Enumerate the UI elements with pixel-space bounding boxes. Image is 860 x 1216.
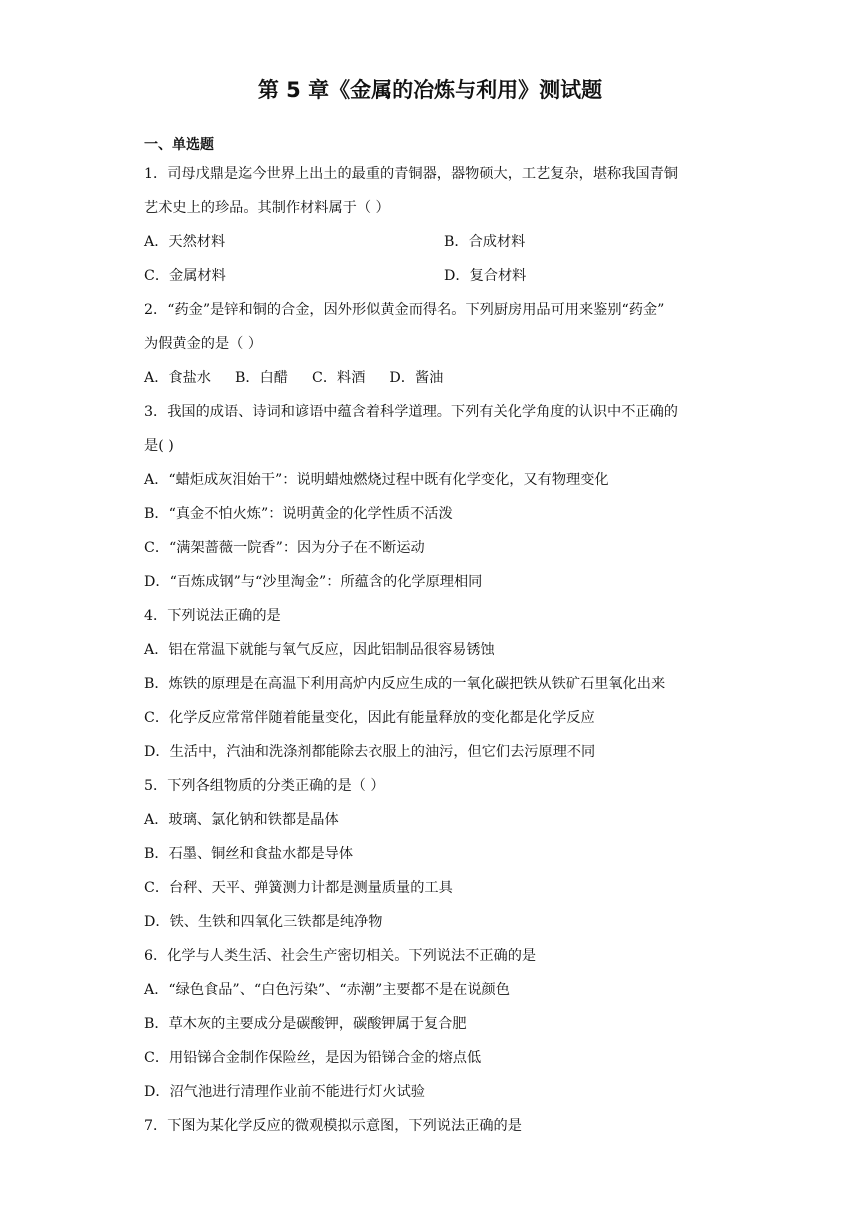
- question-1-option-b: B．合成材料: [444, 234, 526, 250]
- question-4-option-a: A．铝在常温下就能与氧气反应，因此铝制品很容易锈蚀: [144, 642, 495, 658]
- question-3-option-c: C．“满架蔷薇一院香”：因为分子在不断运动: [144, 540, 425, 556]
- question-7-text: 7．下图为某化学反应的微观模拟示意图，下列说法正确的是: [144, 1118, 522, 1134]
- question-2-text: 2．“药金”是锌和铜的合金，因外形似黄金而得名。下列厨房用品可用来鉴别“药金”: [144, 302, 665, 318]
- question-4-text: 4．下列说法正确的是: [144, 608, 281, 624]
- question-6-text: 6．化学与人类生活、社会生产密切相关。下列说法不正确的是: [144, 948, 537, 964]
- question-5-text: 5．下列各组物质的分类正确的是（ ）: [144, 778, 385, 794]
- question-2-option-b: B．白醋: [235, 370, 288, 386]
- question-6-option-a: A．“绿色食品”、“白色污染”、“赤潮”主要都不是在说颜色: [144, 982, 510, 998]
- question-4-option-b: B．炼铁的原理是在高温下利用高炉内反应生成的一氧化碳把铁从铁矿石里氧化出来: [144, 676, 666, 692]
- question-5-option-a: A．玻璃、氯化钠和铁都是晶体: [144, 812, 339, 828]
- question-3-option-b: B．“真金不怕火炼”：说明黄金的化学性质不活泼: [144, 506, 453, 522]
- question-5-option-c: C．台秤、天平、弹簧测力计都是测量质量的工具: [144, 880, 453, 896]
- question-2-text-cont: 为假黄金的是（ ）: [144, 336, 263, 352]
- question-1-text-cont: 艺术史上的珍品。其制作材料属于（ ）: [144, 200, 390, 216]
- question-5-option-d: D．铁、生铁和四氧化三铁都是纯净物: [144, 914, 383, 930]
- page-title: 第 5 章《金属的冶炼与利用》测试题: [257, 78, 603, 102]
- question-2-options: [144, 367, 467, 387]
- question-4-option-d: D．生活中，汽油和洗涤剂都能除去衣服上的油污，但它们去污原理不同: [144, 744, 596, 760]
- question-3-text: 3．我国的成语、诗词和谚语中蕴含着科学道理。下列有关化学角度的认识中不正确的: [144, 404, 678, 420]
- question-1-option-c: C．金属材料: [144, 268, 226, 284]
- question-1-option-d: D．复合材料: [444, 268, 527, 284]
- question-6-option-d: D．沼气池进行清理作业前不能进行灯火试验: [144, 1084, 425, 1100]
- question-4-option-c: C．化学反应常常伴随着能量变化，因此有能量释放的变化都是化学反应: [144, 710, 595, 726]
- question-5-option-b: B．石墨、铜丝和食盐水都是导体: [144, 846, 354, 862]
- question-2-option-a: A．食盐水: [144, 370, 211, 386]
- question-3-text-cont: 是( ): [144, 438, 174, 454]
- question-2-option-c: C．料酒: [312, 370, 366, 386]
- question-3-option-a: A．“蜡炬成灰泪始干”：说明蜡烛燃烧过程中既有化学变化，又有物理变化: [144, 472, 609, 488]
- question-1-text: 1．司母戊鼎是迄今世界上出土的最重的青铜器，器物硕大，工艺复杂，堪称我国青铜: [144, 166, 678, 182]
- question-1-option-a: A．天然材料: [144, 234, 226, 250]
- question-3-option-d: D．“百炼成钢”与“沙里淘金”：所蕴含的化学原理相同: [144, 574, 483, 590]
- question-6-option-c: C．用铅锑合金制作保险丝，是因为铅锑合金的熔点低: [144, 1050, 482, 1066]
- question-6-option-b: B．草木灰的主要成分是碳酸钾，碳酸钾属于复合肥: [144, 1016, 467, 1032]
- question-2-option-d: D．酱油: [389, 370, 444, 386]
- section-heading: 一、单选题: [144, 137, 214, 153]
